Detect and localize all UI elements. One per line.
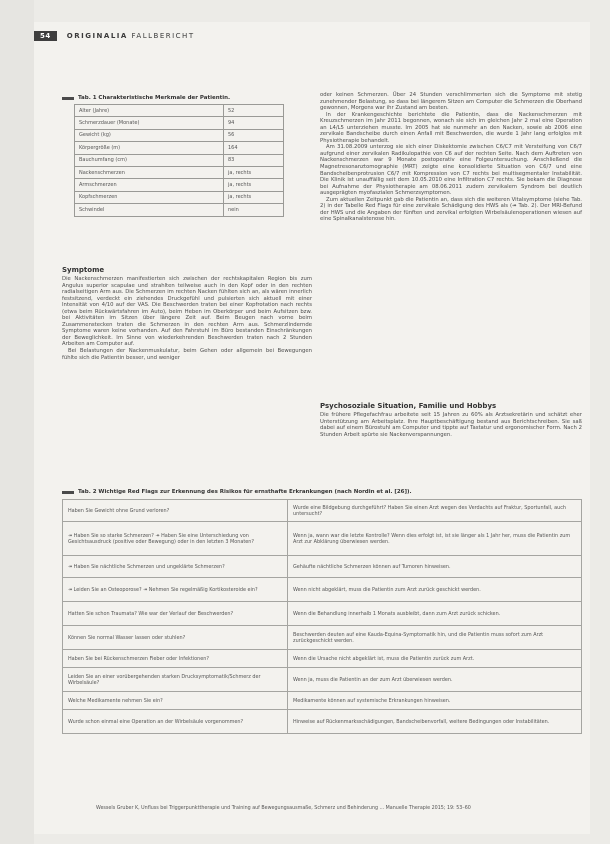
table-cell-label: Schmerzdauer (Monate) — [75, 117, 224, 129]
symptome-heading: Symptome — [62, 266, 105, 274]
red-flag-question: Welche Medikamente nehmen Sie ein? — [63, 692, 288, 710]
red-flag-question: ↠ Leiden Sie an Osteoporose? ↠ Nehmen Sie regelmäßig Kortikosteroide ein? — [63, 578, 288, 602]
history-section — [320, 92, 582, 223]
table-row — [63, 578, 582, 602]
table-2 — [62, 489, 582, 734]
caption-marker-icon — [62, 97, 74, 100]
symptome-paragraph-2: Bei Belastungen der Nackenmuskulatur, beim Gehen oder allgemein bei Bewegungen fühlte sich die Patientin besser, und weniger — [62, 348, 312, 361]
red-flag-action: Hinweise auf Rückenmarksschädigungen, Bandscheibenvorfall, weitere Bedingungen oder Instabilitäten. — [288, 710, 582, 734]
red-flag-question: ↠ Haben Sie nächtliche Schmerzen und ungeklärte Schmerzen? — [63, 556, 288, 578]
table-row — [75, 117, 284, 129]
table-cell-label: Bauchumfang (cm) — [75, 154, 224, 166]
page-header — [34, 30, 195, 42]
table-cell-value: ja, rechts — [224, 191, 284, 203]
table-cell-value: 52 — [224, 105, 284, 117]
table-2-grid — [62, 499, 582, 734]
table-row — [63, 522, 582, 556]
history-paragraph-1: oder keinen Schmerzen. Über 24 Stunden verschlimmerten sich die Symptome mit stetig zunehmender Belastung, so dass bei längerem Sitzen am Computer die Schmerzen die Oberhand gewonnen, Morgens war ihr Zustand am besten. — [320, 92, 582, 112]
caption-marker-icon — [62, 491, 74, 494]
table-cell-value: 83 — [224, 154, 284, 166]
table-row — [63, 626, 582, 650]
table-row — [75, 191, 284, 203]
history-paragraph-4: Zum aktuellen Zeitpunkt gab die Patientin an, dass sich die weiteren Vitalsymptome (siehe Tab. 2) in der Tabelle Red Flags für eine zervikale Schädigung des HWS als (↠ Tab. 2). Der MRI-Befund der HWS und die Angaben der fünften und zervikal erfolgten Wirbelsäulenoperationen wiesen auf eine Spinalkanalstenose hin. — [320, 196, 582, 223]
table-cell-label: Armschmerzen — [75, 179, 224, 191]
table-cell-value: 56 — [224, 129, 284, 141]
red-flag-action: Gehäufte nächtliche Schmerzen können auf Tumoren hinweisen. — [288, 556, 582, 578]
rubric-bold: ORIGINALIA — [66, 32, 128, 40]
table-cell-label: Nackenschmerzen — [75, 166, 224, 178]
red-flag-action: Medikamente können auf systemische Erkrankungen hinweisen. — [288, 692, 582, 710]
red-flag-question: Leiden Sie an einer vorübergehenden starken Drucksymptomatik/Schmerz der Wirbelsäule? — [63, 668, 288, 692]
table-cell-label: Körpergröße (m) — [75, 142, 224, 154]
table-1-grid — [74, 104, 284, 217]
table-cell-label: Alter (Jahre) — [75, 105, 224, 117]
table-1 — [62, 95, 312, 217]
table-row — [63, 602, 582, 626]
table-row — [75, 179, 284, 191]
table-cell-label: Gewicht (kg) — [75, 129, 224, 141]
table-cell-value: 164 — [224, 142, 284, 154]
psychosocial-section — [320, 402, 582, 438]
psychosocial-paragraph: Die frühere Pflegefachfrau arbeitete seit 15 Jahren zu 60% als Arztsekretärin und schätzt eher Unterstützung am Arbeitsplatz. Ihre Hauptbeschäftigung bestand aus Berichtschreiben. Sie saß dabei auf einem Bürostuhl am Computer und tippte auf Tastatur und ergonomischer Form. Nach 2 Stunden Arbeit spürte sie Nackenverspannungen. — [320, 412, 582, 438]
table-row — [75, 105, 284, 117]
red-flag-question: Wurde schon einmal eine Operation an der Wirbelsäule vorgenommen? — [63, 710, 288, 734]
red-flag-action: Wenn ja, wann war die letzte Kontrolle? Wenn dies erfolgt ist, ist sie länger als 1 Jahr her, muss die Patientin zum Arzt zur Abklärung überwiesen werden. — [288, 522, 582, 556]
table-row — [63, 692, 582, 710]
binding-shadow — [0, 0, 34, 844]
symptome-paragraph: Die Nackenschmerzen manifestierten sich zwischen der rechtskapitalen Region bis zum Angulus superior scapulae und strahlten teilweise auch in den Kopf oder in den rechten radialseitigen Arm aus. Die Schmerzen im rechten Nacken fühlten sich an, als wären innerlich festsitzend, verdeckt ein ziehendes Druckgefühl und pulsierten sich aktuell mit einer Intensität von 4/10 auf der VAS. Die Beschwerden traten bei einer Kopfrotation nach rechts (etwa beim Rückwärtsfahren im Auto), beim Heben im Oberkörper und beim Aufsitzen bzw. bei Aktivitäten im Sitzen über längere Zeit auf. Beim Beugen nach vorne beim Zusammenstecken traten die Schmerzen in den rechten Arm aus. Schmerzlindernde Symptome waren keine vorhanden. Auf den Fahrstuhl im Büro bestanden Einschränkungen der Beweglichkeit. Im Sinne von wiederkehrenden Beschwerden traten nach 2 Stunden Arbeiten am Computer auf. — [62, 276, 312, 348]
table-row — [63, 668, 582, 692]
table-cell-value: ja, rechts — [224, 166, 284, 178]
red-flag-action: Beschwerden deuten auf eine Kauda-Equina-Symptomatik hin, und die Patientin muss sofort zum Arzt zurückgeschickt werden. — [288, 626, 582, 650]
table-row — [75, 154, 284, 166]
table-row — [63, 556, 582, 578]
table-row — [75, 166, 284, 178]
table-1-caption-text: Tab. 1 Charakteristische Merkmale der Patientin. — [78, 95, 231, 101]
rubric-rest: FALLBERICHT — [131, 32, 195, 40]
table-row — [75, 204, 284, 216]
table-cell-value: 94 — [224, 117, 284, 129]
table-row — [75, 129, 284, 141]
table-row — [63, 650, 582, 668]
red-flag-question: Können Sie normal Wasser lassen oder stuhlen? — [63, 626, 288, 650]
table-cell-value: nein — [224, 204, 284, 216]
red-flag-question: ↠ Haben Sie so starke Schmerzen? ↠ Haben Sie eine Unterschiedung von Gesichtsausdruck (positive oder Bewegung) oder in den letzten 3 Monaten? — [63, 522, 288, 556]
section-rubric — [67, 32, 195, 40]
table-2-caption — [62, 489, 582, 495]
page-footer-citation: Wessels Gruber K, Unfluss bei Triggerpunkttherapie und Training auf Bewegungsausmaße, Schmerz und Behinderung ... Manuelle Therapie 2015; 19: 53–60 — [96, 806, 471, 811]
table-cell-label: Schwindel — [75, 204, 224, 216]
red-flag-action: Wenn die Ursache nicht abgeklärt ist, muss die Patientin zurück zum Arzt. — [288, 650, 582, 668]
history-paragraph-2: In der Krankengeschichte berichtete die Patientin, dass die Nackenschmerzen mit Kreuzschmerzen im Jahr 2011 begonnen, wonach sie sich im gleichen Jahr 2 mal eine Operation an L4/L5 unterziehen musste. Im 2005 hat sie nunmehr an den Nacken, sowie ab 2006 eine zervikale Bandscheibe durch einen Anfall mit Beschwerden, die wurde 1 Jahr lang erfolglos mit Physiotherapie behandelt. — [320, 111, 582, 144]
history-paragraph-3: Am 31.08.2009 unterzog sie sich einer Diskektomie zwischen C6/C7 mit Versteifung von C6/7 aufgrund einer zervikalen Radikulopathie von C6 auf der rechten Seite. Nach dem Auftreten von Nackenschmerzen war 9 Monate postoperativ eine Folgeuntersuchung. Anschließend die Magnetresonanztomographie (MRT) zeigte eine konsolidierte Situation von C6/7 und eine Bandscheibenprotrusion C6/7 mit Kompression von C7 rechts bei multisegmentaler Instabilität. Die Klinik ist unauffällig seit dem 10.05.2010 eine Infiltration C7 rechts. Sie bekam die Diagnose bei Aufnahme der Physiotherapie am 08.06.2011 zudem zervikalem Syndrom bei deutlich ausgeprägten myofaszialen Schmerzsymptomen. — [320, 144, 582, 197]
psychosocial-heading: Psychosoziale Situation, Familie und Hobbys — [320, 402, 497, 410]
red-flag-action: Wenn nicht abgeklärt, muss die Patientin zum Arzt zurück geschickt werden. — [288, 578, 582, 602]
red-flag-question: Hatten Sie schon Traumata? Wie war der Verlauf der Beschwerden? — [63, 602, 288, 626]
table-1-caption — [62, 95, 312, 101]
red-flag-action: Wenn die Behandlung innerhalb 1 Monats ausbleibt, dann zum Arzt zurück schicken. — [288, 602, 582, 626]
red-flag-question: Haben Sie Gewicht ohne Grund verloren? — [63, 500, 288, 522]
table-cell-label: Kopfschmerzen — [75, 191, 224, 203]
red-flag-action: Wurde eine Bildgebung durchgeführt? Haben Sie einen Arzt wegen des Verdachts auf Fraktur, Sportunfall, auch untersucht? — [288, 500, 582, 522]
symptome-section — [62, 266, 312, 361]
red-flag-question: Haben Sie bei Rückenschmerzen Fieber oder Infektionen? — [63, 650, 288, 668]
table-row — [63, 500, 582, 522]
table-cell-value: ja, rechts — [224, 179, 284, 191]
table-2-caption-text: Tab. 2 Wichtige Red Flags zur Erkennung des Risikos für ernsthafte Erkrankungen (nach Nordin et al. [26]). — [78, 489, 412, 495]
table-row — [63, 710, 582, 734]
page-number: 54 — [34, 31, 57, 41]
red-flag-action: Wenn ja, muss die Patientin an der zum Arzt überwiesen werden. — [288, 668, 582, 692]
table-row — [75, 142, 284, 154]
